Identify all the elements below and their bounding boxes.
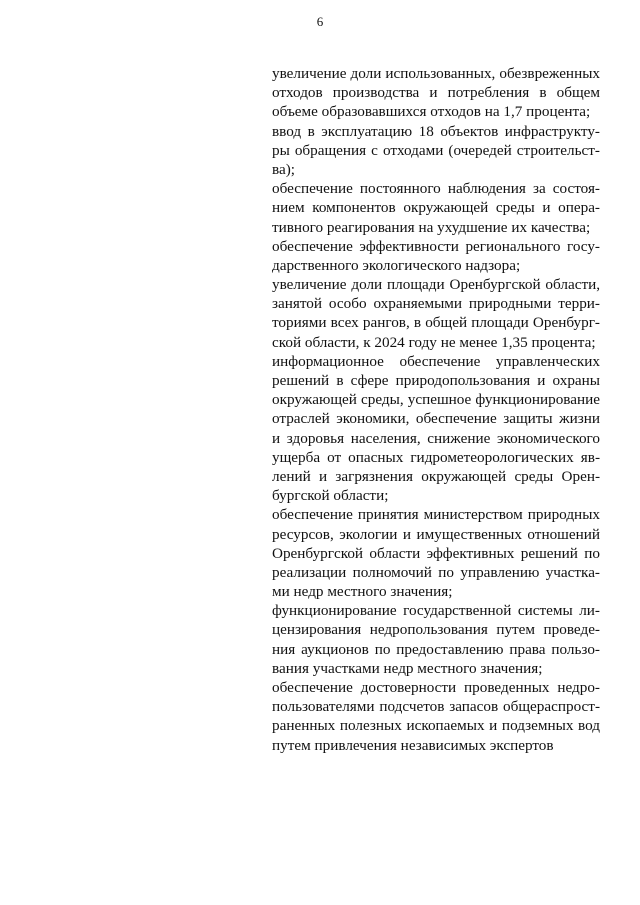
result-item <box>272 601 600 678</box>
text-line: нием компонентов окружающей среды и опера- <box>272 199 600 217</box>
text-line: и здоровья населения, снижение экономического <box>272 429 600 447</box>
text-line: вания участками недр местного значения; <box>272 659 543 677</box>
text-line: функционирование государственной системы ли- <box>272 602 600 620</box>
text-line: ры обращения с отходами (очередей строительст- <box>272 141 600 159</box>
text-line: ния аукционов по предоставлению права пользо- <box>272 640 600 658</box>
text-line: путем привлечения независимых экспертов <box>272 736 554 754</box>
text-line: ресурсов, экологии и имущественных отношений <box>272 525 600 543</box>
result-item <box>272 275 600 352</box>
text-line: обеспечение достоверности проведенных недро- <box>272 679 600 696</box>
text-line: раненных полезных ископаемых и подземных вод <box>272 717 600 735</box>
text-line: тивного реагирования на ухудшение их качества; <box>272 218 591 236</box>
result-item <box>272 505 600 601</box>
text-line: ущерба от опасных гидрометеорологических яв- <box>272 448 600 466</box>
text-line: бургской области; <box>272 487 389 505</box>
text-line: отходов производства и потребления в общем <box>272 84 600 102</box>
page-number: 6 <box>316 14 324 29</box>
text-line: ской области, к 2024 году не менее 1,35 процента; <box>272 333 596 351</box>
result-item <box>272 64 600 122</box>
text-line: ва); <box>272 160 295 178</box>
text-line: Оренбургской области эффективных решений по <box>272 544 600 562</box>
text-line: увеличение доли площади Оренбургской области, <box>272 276 600 294</box>
text-line: увеличение доли использованных, обезвреженных <box>272 65 600 82</box>
result-item <box>272 179 600 237</box>
text-line: занятой особо охраняемыми природными терри- <box>272 295 600 313</box>
result-item <box>272 678 600 755</box>
text-line: ми недр местного значения; <box>272 583 453 601</box>
results-text-column <box>272 64 600 755</box>
text-line: дарственного экологического надзора; <box>272 256 521 274</box>
text-line: обеспечение принятия министерством природных <box>272 506 600 524</box>
text-line: ввод в эксплуатацию 18 объектов инфраструкту- <box>272 122 600 140</box>
result-item <box>272 237 600 275</box>
text-line: цензирования недропользования путем проведе- <box>272 621 600 639</box>
result-item <box>272 122 600 180</box>
text-line: обеспечение эффективности регионального госу- <box>272 237 600 255</box>
text-line: отраслей экономики, обеспечение защиты жизни <box>272 410 600 428</box>
text-line: лений и загрязнения окружающей среды Орен- <box>272 467 600 485</box>
text-line: окружающей среды, успешное функционирование <box>272 391 600 409</box>
text-line: информационное обеспечение управленческих <box>272 352 600 370</box>
text-line: пользователями подсчетов запасов общераспрост- <box>272 698 600 716</box>
text-line: решений в сфере природопользования и охраны <box>272 372 600 389</box>
text-line: ториями всех рангов, в общей площади Оренбург- <box>272 314 600 332</box>
text-line: реализации полномочий по управлению участка- <box>272 563 600 581</box>
text-line: обеспечение постоянного наблюдения за состоя- <box>272 180 600 198</box>
result-item <box>272 352 600 506</box>
text-line: объеме образовавшихся отходов на 1,7 процента; <box>272 103 591 121</box>
